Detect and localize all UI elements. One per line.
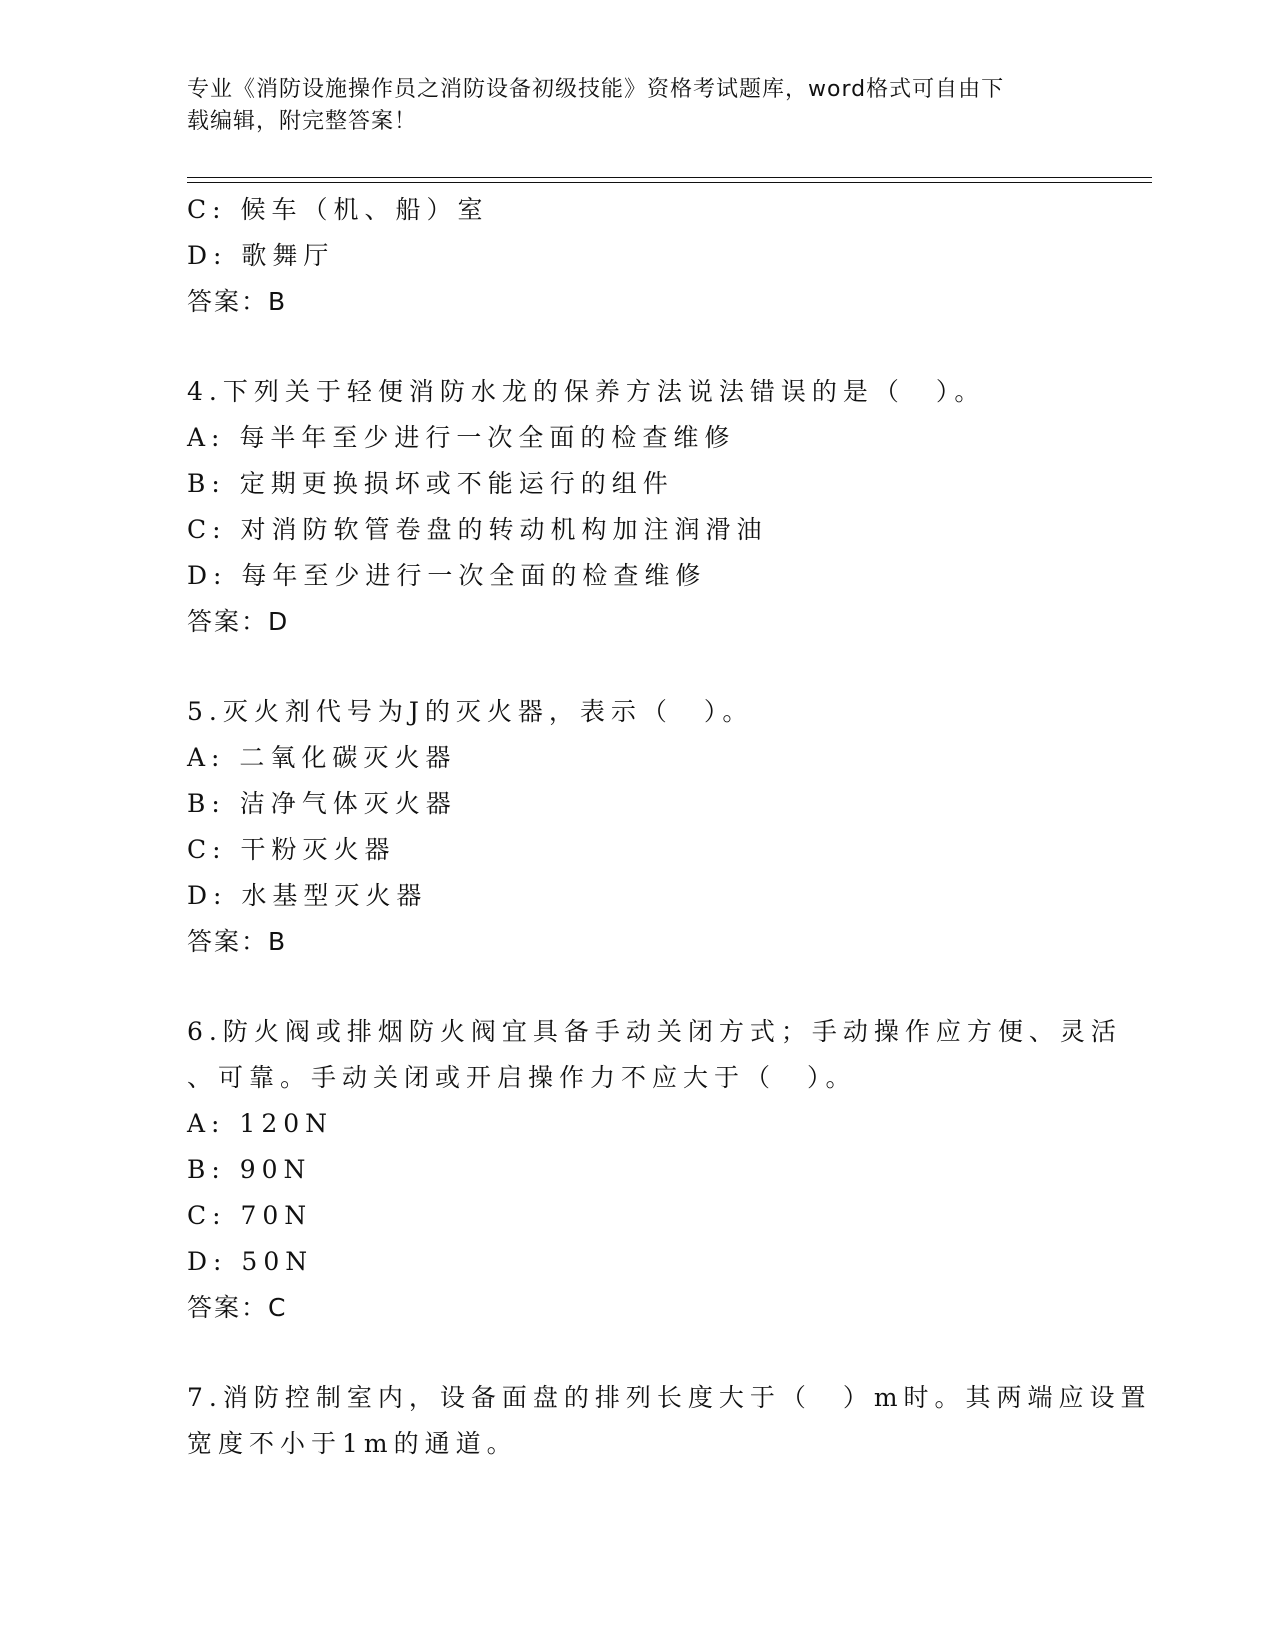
option-a: A: 每半年至少进行一次全面的检查维修 xyxy=(187,423,736,452)
answer: 答案：B xyxy=(187,287,288,316)
option-b: B: 定期更换损坏或不能运行的组件 xyxy=(187,469,674,498)
question-stem: 4.下列关于轻便消防水龙的保养方法说法错误的是（ ）。 xyxy=(187,377,986,406)
question-3-tail xyxy=(187,187,1152,325)
option-d: D: 50N xyxy=(187,1247,314,1276)
spacer xyxy=(187,325,1152,369)
option-d: D: 歌舞厅 xyxy=(187,241,335,270)
option-b: B: 90N xyxy=(187,1155,312,1184)
question-stem: 5.灭火剂代号为J的灭火器，表示（ ）。 xyxy=(187,697,754,726)
question-stem-line-2: 宽度不小于1m的通道。 xyxy=(187,1429,518,1458)
question-5 xyxy=(187,689,1152,965)
option-c: C: 候车（机、船）室 xyxy=(187,195,489,224)
option-b: B: 洁净气体灭火器 xyxy=(187,789,457,818)
document-body xyxy=(187,187,1152,1467)
question-4 xyxy=(187,369,1152,645)
header-rule-bottom xyxy=(187,182,1152,183)
document-header xyxy=(187,74,1087,138)
question-stem-line-1: 6.防火阀或排烟防火阀宜具备手动关闭方式；手动操作应方便、灵活 xyxy=(187,1017,1122,1046)
question-6 xyxy=(187,1009,1152,1331)
header-line-1: 专业《消防设施操作员之消防设备初级技能》资格考试题库，word格式可自由下 xyxy=(187,77,1005,102)
spacer xyxy=(187,1331,1152,1375)
option-d: D: 水基型灭火器 xyxy=(187,881,428,910)
option-c: C: 70N xyxy=(187,1201,313,1230)
option-c: C: 干粉灭火器 xyxy=(187,835,396,864)
question-stem-line-2: 、可靠。手动关闭或开启操作力不应大于（ ）。 xyxy=(187,1063,857,1092)
answer: 答案：B xyxy=(187,927,288,956)
header-line-2: 载编辑，附完整答案！ xyxy=(187,109,418,134)
spacer xyxy=(187,645,1152,689)
header-rule-top xyxy=(187,177,1152,178)
spacer xyxy=(187,965,1152,1009)
answer: 答案：C xyxy=(187,1293,288,1322)
question-7 xyxy=(187,1375,1152,1467)
question-stem-line-1: 7.消防控制室内，设备面盘的排列长度大于（ ）m时。其两端应设置 xyxy=(187,1383,1152,1412)
option-a: A: 120N xyxy=(187,1109,334,1138)
answer: 答案：D xyxy=(187,607,290,636)
option-c: C: 对消防软管卷盘的转动机构加注润滑油 xyxy=(187,515,768,544)
option-d: D: 每年至少进行一次全面的检查维修 xyxy=(187,561,707,590)
option-a: A: 二氧化碳灭火器 xyxy=(187,743,457,772)
